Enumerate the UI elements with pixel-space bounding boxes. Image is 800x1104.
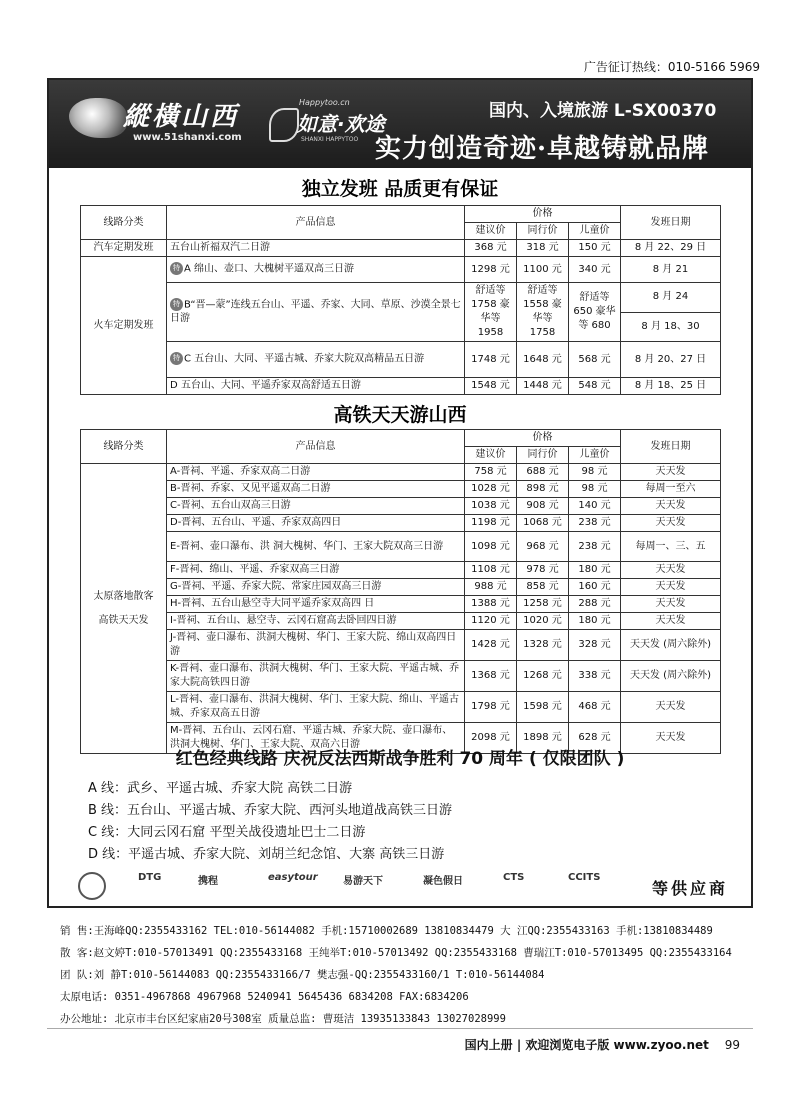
row-dates: 每周一、三、五 <box>621 532 721 562</box>
scheduled-tours-table <box>80 205 721 395</box>
row-product: C-晋祠、五台山双高三日游 <box>167 498 465 515</box>
row-dates: 天天发 <box>621 515 721 532</box>
table-row <box>81 630 721 661</box>
category-line: 高铁天天发 <box>98 614 149 626</box>
table-row <box>81 692 721 723</box>
red-tour-title: 红色经典线路 庆祝反法西斯战争胜利 70 周年 ( 仅限团队 ) <box>175 749 625 769</box>
row-dates: 天天发 <box>621 498 721 515</box>
supplier-name: easytour <box>268 872 318 883</box>
header-dates: 发班日期 <box>621 206 721 240</box>
row-dates: 天天发 <box>621 596 721 613</box>
table-row <box>81 661 721 692</box>
contact-line: 散 客:赵文婷T:010-57013491 QQ:2355433168 王纯举T:010-57013492 QQ:2355433168 曹瑞江T:010-57013495 QQ:2355433164 <box>60 947 732 959</box>
row-child: 468 元 <box>569 692 621 723</box>
row-dates: 8 月 22、29 日 <box>621 240 721 257</box>
row-peer: 1258 元 <box>517 596 569 613</box>
partner-logo-sub: SHANXI HAPPYTOO <box>301 136 359 143</box>
row-category: 汽车定期发班 <box>81 240 167 257</box>
header-peer: 同行价 <box>517 447 569 464</box>
supplier-logo <box>78 872 106 900</box>
table-row <box>81 596 721 613</box>
license-number: 国内、入境旅游 L-SX00370 <box>489 101 717 121</box>
header-banner <box>49 80 751 168</box>
row-suggest: 1368 元 <box>465 661 517 692</box>
row-dates: 8 月 18、25 日 <box>621 378 721 395</box>
row-suggest: 1428 元 <box>465 630 517 661</box>
header-suggest: 建议价 <box>465 223 517 240</box>
row-peer: 1328 元 <box>517 630 569 661</box>
contact-line: 团 队:刘 静T:010-56144083 QQ:2355433166/7 樊志强-QQ:2355433160/1 T:010-56144084 <box>60 969 545 981</box>
company-logo <box>69 94 259 150</box>
row-suggest: 1108 元 <box>465 562 517 579</box>
section1-title: 独立发班 品质更有保证 <box>301 178 499 200</box>
row-suggest: 758 元 <box>465 464 517 481</box>
row-peer: 318 元 <box>517 240 569 257</box>
contact-line: 销 售:王海峰QQ:2355433162 TEL:010-56144082 手机:15710002689 13810834479 大 江QQ:2355433163 手机:13810834489 <box>60 925 713 937</box>
row-product: 五台山祈福双汽二日游 <box>167 240 465 257</box>
header-category: 线路分类 <box>81 206 167 240</box>
row-category: 火车定期发班 <box>81 257 167 395</box>
header-dates: 发班日期 <box>621 430 721 464</box>
table-row <box>81 342 721 378</box>
row-peer: 1068 元 <box>517 515 569 532</box>
row-suggest: 1798 元 <box>465 692 517 723</box>
row-peer: 舒适等 1558 豪华等 1758 <box>517 283 569 342</box>
row-dates: 天天发 <box>621 613 721 630</box>
row-peer: 688 元 <box>517 464 569 481</box>
partner-logo-url: Happytoo.cn <box>299 98 350 107</box>
section2-title: 高铁天天游山西 <box>333 404 467 426</box>
row-child: 328 元 <box>569 630 621 661</box>
header-child: 儿童价 <box>569 447 621 464</box>
row-child: 238 元 <box>569 532 621 562</box>
row-suggest: 988 元 <box>465 579 517 596</box>
supplier-name: CCITS <box>568 872 601 883</box>
table-row <box>81 257 721 283</box>
row-child: 338 元 <box>569 661 621 692</box>
row-child: 288 元 <box>569 596 621 613</box>
row-suggest: 1098 元 <box>465 532 517 562</box>
logo-name: 縱橫山西 <box>123 102 240 132</box>
header-child: 儿童价 <box>569 223 621 240</box>
supplier-name: DTG <box>138 872 162 883</box>
ad-hotline: 广告征订热线：010-5166 5969 <box>583 60 760 74</box>
row-peer: 1898 元 <box>517 723 569 754</box>
red-tour-lines <box>88 778 452 866</box>
row-child: 180 元 <box>569 613 621 630</box>
contact-line: 太原电话: 0351-4967868 4967968 5240941 5645436 6834208 FAX:6834206 <box>60 991 469 1003</box>
row-dates: 8 月 21 <box>621 257 721 283</box>
row-product: M-晋祠、五台山、云冈石窟、平遥古城、乔家大院、壶口瀑布、洪洞大槐树、华门、王家大院、双高六日游 <box>167 723 465 754</box>
row-child: 98 元 <box>569 481 621 498</box>
table-row <box>81 378 721 395</box>
suppliers-label: 等供应商 <box>651 879 728 898</box>
header-peer: 同行价 <box>517 223 569 240</box>
row-child: 150 元 <box>569 240 621 257</box>
row-child: 568 元 <box>569 342 621 378</box>
special-badge-icon: 特 <box>170 298 183 311</box>
supplier-logos <box>78 868 738 904</box>
row-dates: 天天发 <box>621 692 721 723</box>
route-line: D 线：平遥古城、乔家大院、刘胡兰纪念馆、大寨 高铁三日游 <box>88 847 445 862</box>
row-peer: 908 元 <box>517 498 569 515</box>
row-dates: 8 月 24 <box>621 283 721 313</box>
partner-mark-icon <box>269 108 299 142</box>
row-product-text: C 五台山、大同、平遥古城、乔家大院双高精品五日游 <box>184 353 425 365</box>
header-price: 价格 <box>465 430 621 447</box>
header-category: 线路分类 <box>81 430 167 464</box>
header-price: 价格 <box>465 206 621 223</box>
row-suggest: 1748 元 <box>465 342 517 378</box>
row-peer: 858 元 <box>517 579 569 596</box>
route-line: A 线：武乡、平遥古城、乔家大院 高铁二日游 <box>88 781 353 796</box>
special-badge-icon: 特 <box>170 262 183 275</box>
supplier-name: 凝色假日 <box>423 876 463 887</box>
row-child: 180 元 <box>569 562 621 579</box>
supplier-name: CTS <box>503 872 525 883</box>
row-dates: 天天发 (周六除外) <box>621 630 721 661</box>
row-suggest: 1548 元 <box>465 378 517 395</box>
divider <box>47 1028 753 1029</box>
row-product <box>167 283 465 342</box>
row-peer: 1100 元 <box>517 257 569 283</box>
row-peer: 1020 元 <box>517 613 569 630</box>
supplier-logo <box>503 872 524 883</box>
row-product-text: A 绵山、壶口、大槐树平遥双高三日游 <box>184 263 355 275</box>
globe-logo-icon <box>78 872 106 900</box>
row-product: G-晋祠、平遥、乔家大院、常家庄园双高三日游 <box>167 579 465 596</box>
row-product: H-晋祠、五台山悬空寺大同平遥乔家双高四 日 <box>167 596 465 613</box>
row-child: 548 元 <box>569 378 621 395</box>
row-peer: 898 元 <box>517 481 569 498</box>
page-footer <box>465 1036 740 1053</box>
row-product <box>167 257 465 283</box>
row-peer: 1598 元 <box>517 692 569 723</box>
row-product: J-晋祠、壶口瀑布、洪洞大槐树、华门、王家大院、绵山双高四日游 <box>167 630 465 661</box>
row-suggest: 舒适等 1758 豪华等 1958 <box>465 283 517 342</box>
route-line: C 线：大同云冈石窟 平型关战役遗址巴士二日游 <box>88 825 366 840</box>
row-child: 98 元 <box>569 464 621 481</box>
table-row <box>81 613 721 630</box>
row-dates: 8 月 18、30 <box>621 312 721 342</box>
special-badge-icon: 特 <box>170 352 183 365</box>
table-row <box>81 283 721 313</box>
row-product: B-晋祠、乔家、又见平遥双高二日游 <box>167 481 465 498</box>
supplier-name: 携程 <box>198 876 218 887</box>
contact-line: 办公地址: 北京市丰台区纪家庙20号308室 质量总监: 曹珽洁 13935133843 13027028999 <box>60 1013 506 1025</box>
row-product: I-晋祠、五台山、悬空寺、云冈石窟高去卧回四日游 <box>167 613 465 630</box>
table-row <box>81 579 721 596</box>
header-product: 产品信息 <box>167 206 465 240</box>
row-category <box>81 464 167 754</box>
row-product: F-晋祠、绵山、平遥、乔家双高三日游 <box>167 562 465 579</box>
row-suggest: 1198 元 <box>465 515 517 532</box>
row-peer: 1268 元 <box>517 661 569 692</box>
supplier-logo <box>138 872 161 883</box>
row-dates: 天天发 <box>621 464 721 481</box>
row-product: L-晋祠、壶口瀑布、洪洞大槐树、华门、王家大院、绵山、平遥古城、乔家双高五日游 <box>167 692 465 723</box>
route-line: B 线：五台山、平遥古城、乔家大院、西河头地道战高铁三日游 <box>88 803 453 818</box>
row-dates: 8 月 20、27 日 <box>621 342 721 378</box>
highspeed-tours-table <box>80 429 721 754</box>
row-product: A-晋祠、平遥、乔家双高二日游 <box>167 464 465 481</box>
row-dates: 天天发 (周六除外) <box>621 661 721 692</box>
row-product-text: B“晋—蒙”连线五台山、平遥、乔家、大同、草原、沙漠全景七日游 <box>170 299 461 325</box>
table-row <box>81 515 721 532</box>
row-peer: 1448 元 <box>517 378 569 395</box>
table-row <box>81 532 721 562</box>
supplier-logo <box>198 872 218 887</box>
supplier-logo <box>268 872 318 883</box>
row-child: 340 元 <box>569 257 621 283</box>
row-peer: 968 元 <box>517 532 569 562</box>
row-suggest: 1038 元 <box>465 498 517 515</box>
bird-logo-icon <box>69 98 127 138</box>
row-child: 140 元 <box>569 498 621 515</box>
partner-logo <box>269 98 389 148</box>
table-row <box>81 240 721 257</box>
table-row <box>81 498 721 515</box>
row-suggest: 1120 元 <box>465 613 517 630</box>
page-number: 99 <box>724 1038 740 1052</box>
supplier-name: 易游天下 <box>343 876 383 887</box>
row-child: 160 元 <box>569 579 621 596</box>
table-row <box>81 481 721 498</box>
slogan: 实力创造奇迹·卓越铸就品牌 <box>375 134 710 164</box>
row-suggest: 2098 元 <box>465 723 517 754</box>
row-peer: 1648 元 <box>517 342 569 378</box>
partner-logo-name: 如意·欢途 <box>297 112 385 136</box>
table-row <box>81 562 721 579</box>
logo-url: www.51shanxi.com <box>133 132 242 143</box>
row-product: K-晋祠、壶口瀑布、洪洞大槐树、华门、王家大院、平遥古城、乔家大院高铁四日游 <box>167 661 465 692</box>
supplier-logo <box>343 872 383 887</box>
row-suggest: 1028 元 <box>465 481 517 498</box>
row-dates: 天天发 <box>621 579 721 596</box>
row-suggest: 1388 元 <box>465 596 517 613</box>
row-dates: 天天发 <box>621 723 721 754</box>
row-dates: 天天发 <box>621 562 721 579</box>
table-row <box>81 464 721 481</box>
contact-info <box>60 920 732 1030</box>
row-product: E-晋祠、壶口瀑布、洪 洞大槐树、华门、王家大院双高三日游 <box>167 532 465 562</box>
row-suggest: 368 元 <box>465 240 517 257</box>
row-child: 238 元 <box>569 515 621 532</box>
supplier-logo <box>568 872 600 883</box>
row-suggest: 1298 元 <box>465 257 517 283</box>
header-product: 产品信息 <box>167 430 465 464</box>
row-product: D 五台山、大同、平遥乔家双高舒适五日游 <box>167 378 465 395</box>
category-line: 太原落地散客 <box>93 590 154 602</box>
row-peer: 978 元 <box>517 562 569 579</box>
header-suggest: 建议价 <box>465 447 517 464</box>
row-product <box>167 342 465 378</box>
supplier-logo <box>423 872 463 887</box>
row-child: 舒适等 650 豪华等 680 <box>569 283 621 342</box>
row-product: D-晋祠、五台山、平遥、乔家双高四日 <box>167 515 465 532</box>
footer-text: 国内上册 | 欢迎浏览电子版 www.zyoo.net <box>464 1038 709 1052</box>
row-dates: 每周一至六 <box>621 481 721 498</box>
row-child: 628 元 <box>569 723 621 754</box>
